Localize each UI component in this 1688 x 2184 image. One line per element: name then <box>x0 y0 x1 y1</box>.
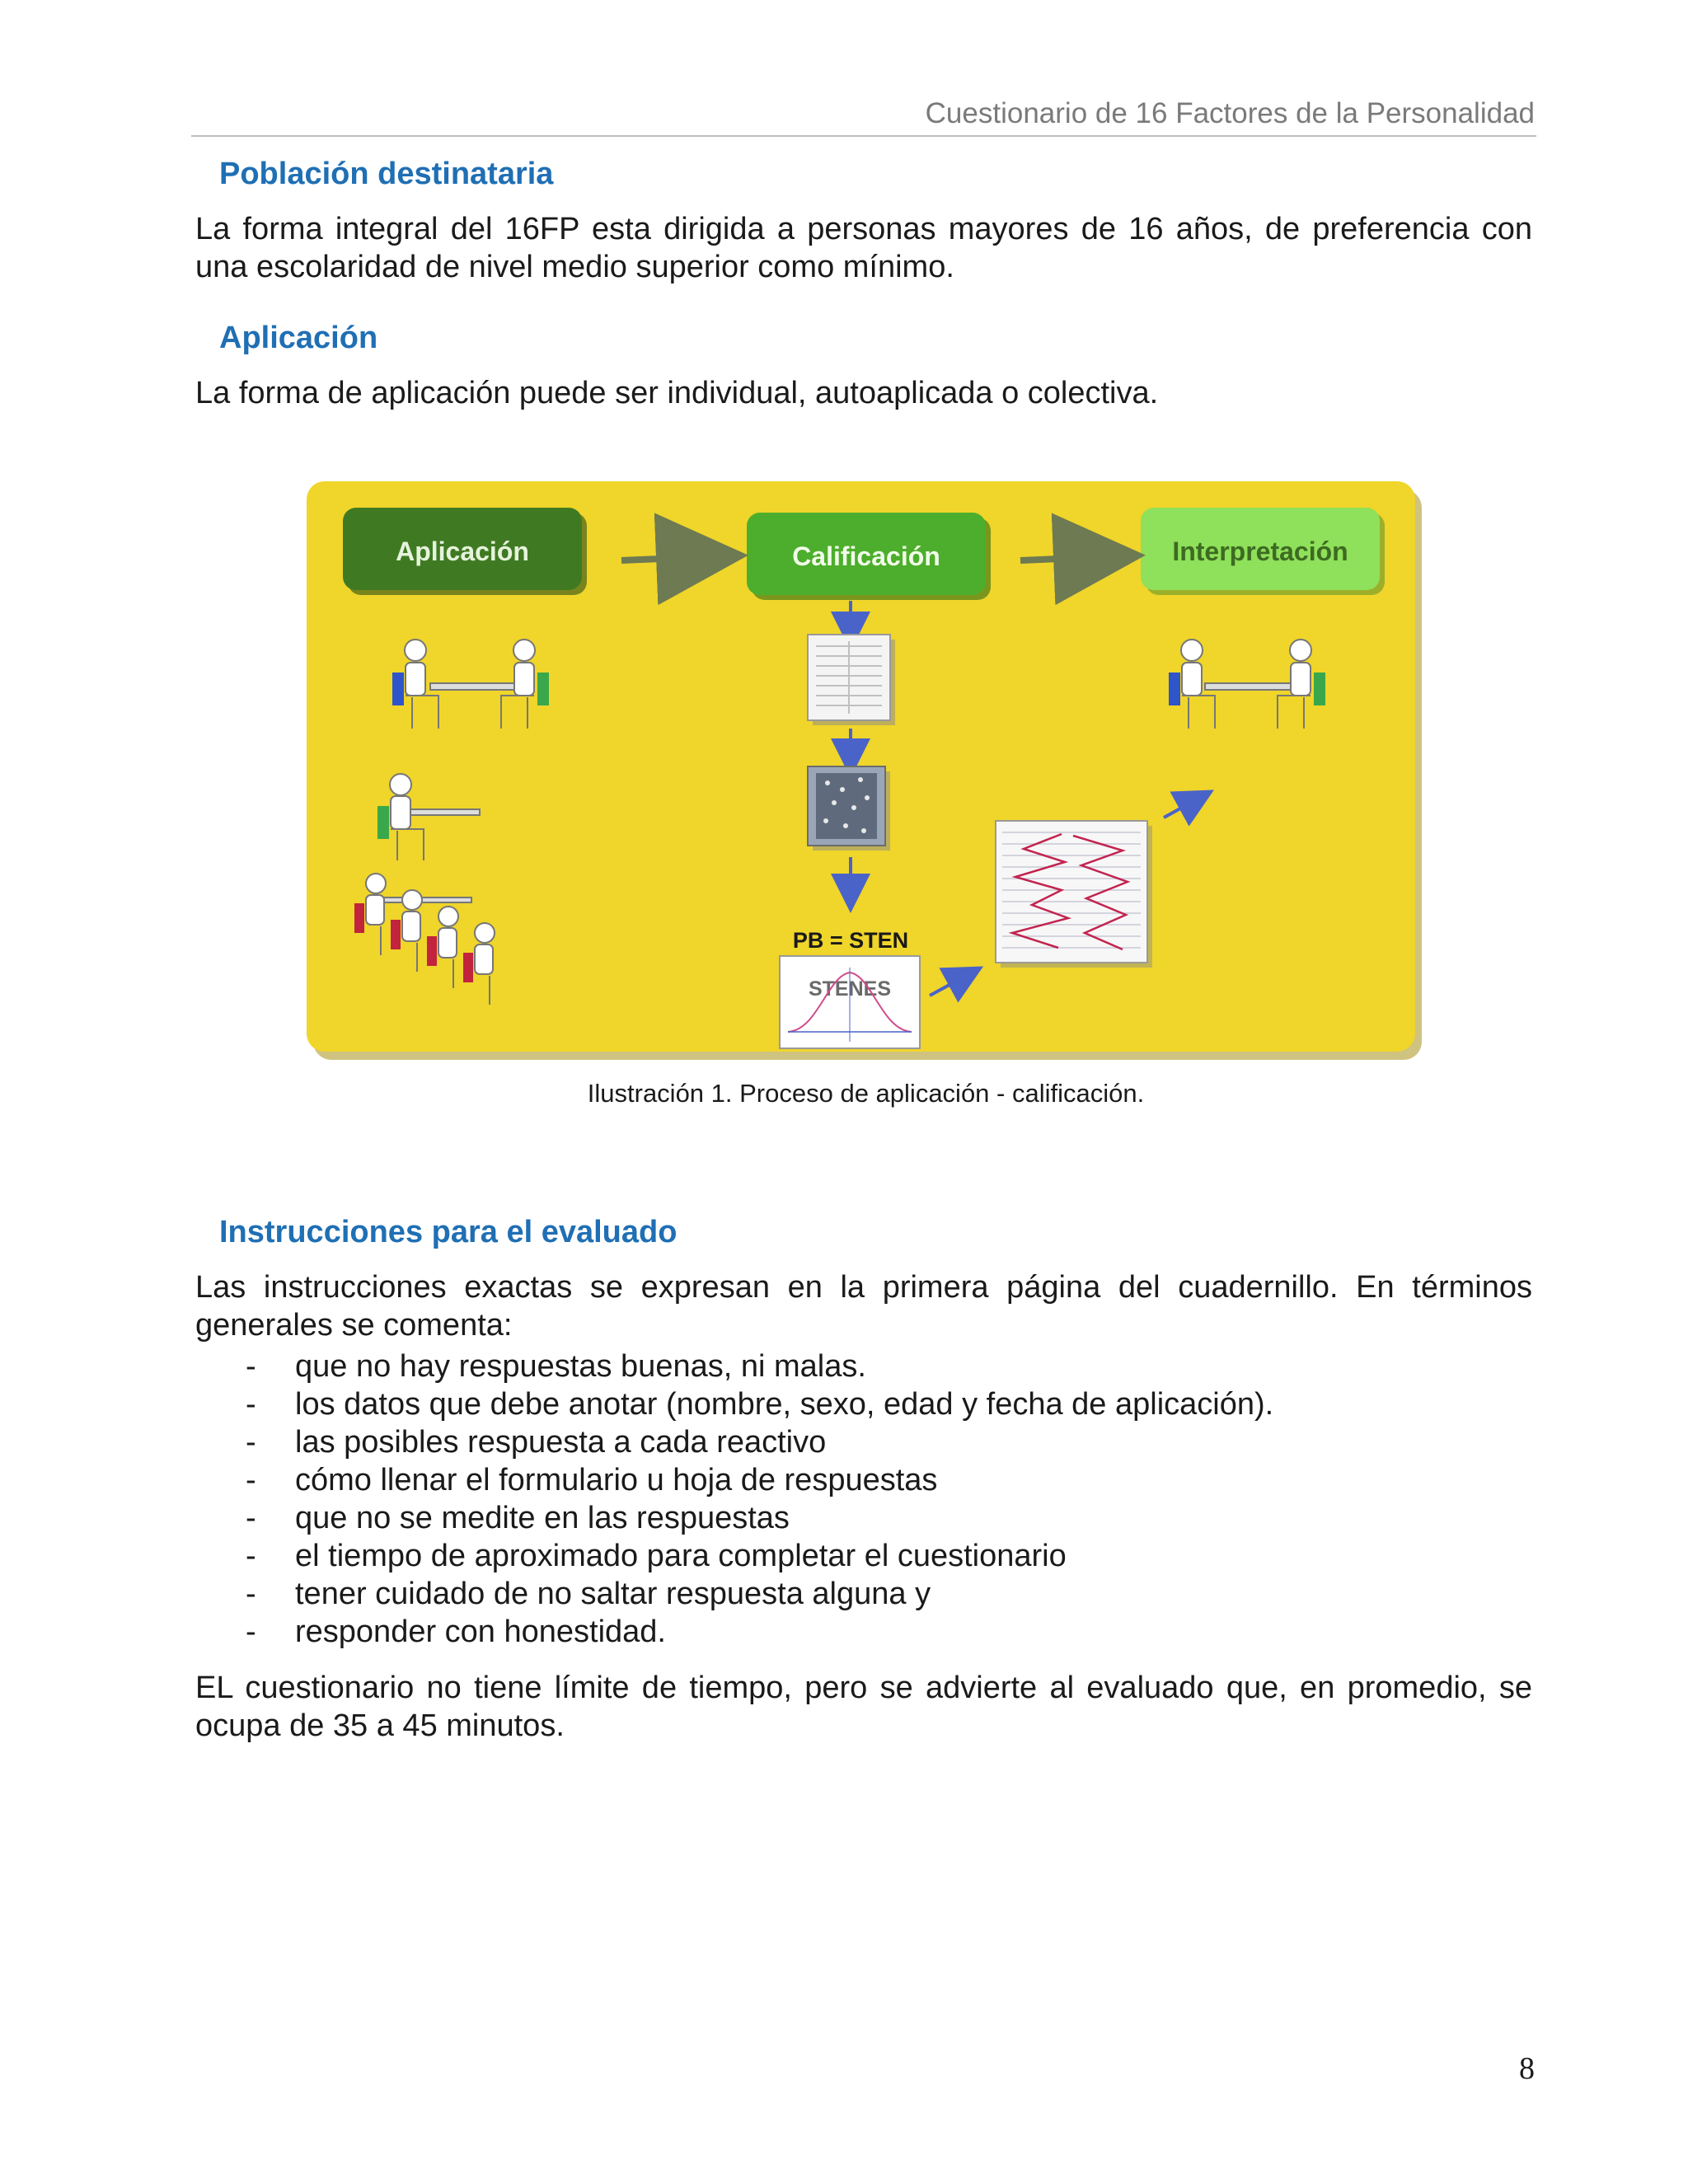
running-header: Cuestionario de 16 Factores de la Personalidad <box>925 97 1535 129</box>
list-item <box>239 1347 1273 1385</box>
stage-interpretacion-label: Interpretación <box>1172 537 1348 566</box>
list-item-text: los datos que debe anotar (nombre, sexo, edad y fecha de aplicación). <box>295 1387 1274 1422</box>
list-item <box>239 1461 1273 1499</box>
paragraph-aplicacion: La forma de aplicación puede ser individual, autoaplicada o colectiva. <box>195 376 1159 410</box>
instructions-list <box>239 1347 1273 1651</box>
stage-aplicacion-label: Aplicación <box>396 537 529 566</box>
list-item <box>239 1613 1273 1651</box>
bullet-dash: - <box>246 1387 256 1422</box>
page-number: 8 <box>1519 2051 1535 2086</box>
paragraph-instrucciones-intro: Las instrucciones exactas se expresan en la primera página del cuadernillo. En términos generales se comenta: <box>195 1270 1532 1343</box>
flow-arrow-2 <box>1020 557 1100 560</box>
stage-interpretacion-box <box>1141 508 1385 595</box>
bullet-dash: - <box>246 1349 256 1384</box>
stage-calificacion-box <box>747 513 991 600</box>
stage-aplicacion-box <box>343 508 587 595</box>
list-item-text: que no se medite en las respuestas <box>295 1501 790 1535</box>
list-item <box>239 1423 1273 1461</box>
list-item <box>239 1537 1273 1575</box>
process-illustration <box>307 481 1425 1066</box>
bullet-dash: - <box>246 1463 256 1497</box>
heading-instrucciones: Instrucciones para el evaluado <box>219 1215 678 1249</box>
formula-label: PB = STEN <box>792 928 909 953</box>
bullet-dash: - <box>246 1425 256 1460</box>
figure-caption: Ilustración 1. Proceso de aplicación - calificación. <box>587 1079 1145 1108</box>
list-item-text: el tiempo de aproximado para completar el cuestionario <box>295 1539 1067 1573</box>
flow-arrow-1 <box>621 557 702 560</box>
heading-poblacion: Población destinataria <box>219 157 554 191</box>
list-item <box>239 1499 1273 1537</box>
list-item <box>239 1575 1273 1613</box>
header-rule <box>191 135 1536 137</box>
list-item-text: cómo llenar el formulario u hoja de respuestas <box>295 1463 938 1497</box>
list-item <box>239 1385 1273 1423</box>
scoring-template-icon <box>808 766 890 851</box>
list-item-text: las posibles respuesta a cada reactivo <box>295 1425 827 1460</box>
paragraph-poblacion: La forma integral del 16FP esta dirigida a personas mayores de 16 años, de preferencia con una escolaridad de nivel medio superior como mínimo. <box>195 212 1532 284</box>
bullet-dash: - <box>246 1577 256 1611</box>
list-item-text: tener cuidado de no saltar respuesta alguna y <box>295 1577 931 1611</box>
heading-aplicacion: Aplicación <box>219 321 378 355</box>
stenes-label: STENES <box>808 977 892 1001</box>
paragraph-instrucciones-closing: EL cuestionario no tiene límite de tiempo, pero se advierte al evaluado que, en promedio, se ocupa de 35 a 45 minutos. <box>195 1671 1532 1743</box>
profile-sheet-icon <box>996 821 1152 968</box>
list-item-text: responder con honestidad. <box>295 1615 666 1649</box>
bullet-dash: - <box>246 1615 256 1649</box>
list-item-text: que no hay respuestas buenas, ni malas. <box>295 1349 866 1384</box>
stenes-chart-icon <box>780 956 920 1048</box>
answer-sheet-icon <box>808 635 895 725</box>
bullet-dash: - <box>246 1501 256 1535</box>
bullet-dash: - <box>246 1539 256 1573</box>
stage-calificacion-label: Calificación <box>792 541 940 571</box>
